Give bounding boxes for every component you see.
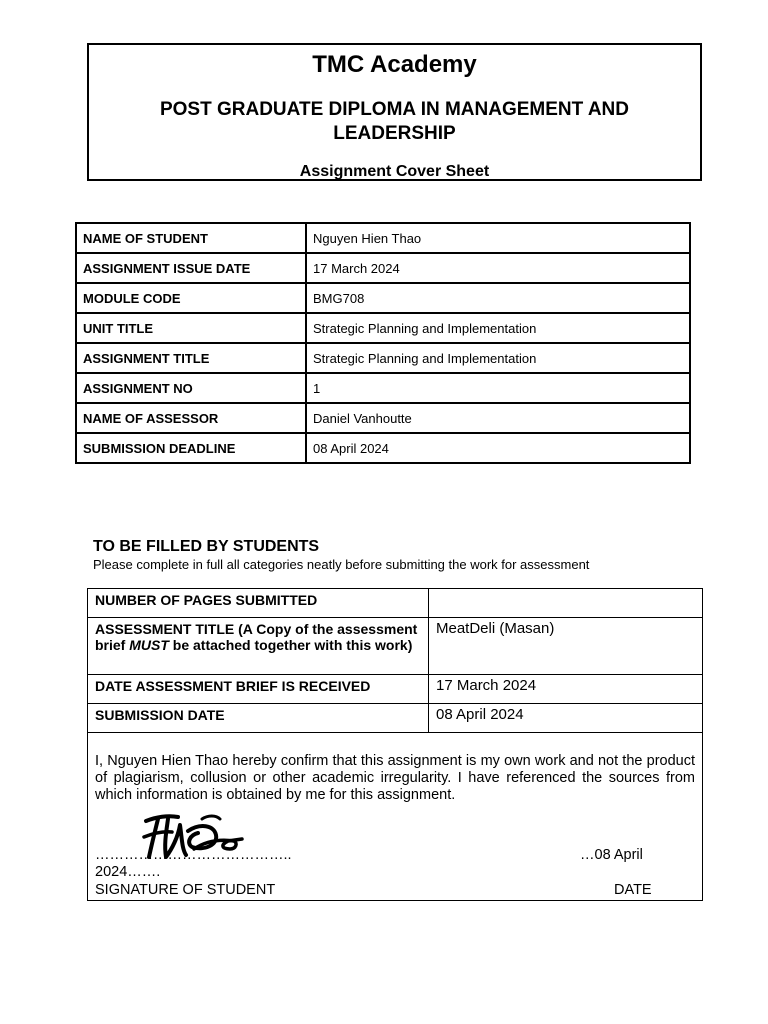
- row-label: ASSIGNMENT ISSUE DATE: [76, 253, 306, 283]
- cover-sheet-title: Assignment Cover Sheet: [299, 163, 490, 180]
- table-row: [88, 618, 702, 675]
- students-section-instruction: Please complete in full all categories neatly before submitting the work for assessment: [93, 557, 590, 572]
- brief-received-label: DATE ASSESSMENT BRIEF IS RECEIVED: [88, 675, 429, 704]
- submission-date-value: 08 April 2024: [429, 704, 703, 733]
- student-section-box: [87, 588, 703, 901]
- date-label: DATE: [614, 882, 652, 898]
- row-label: ASSIGNMENT NO: [76, 373, 306, 403]
- assignment-info-table: [75, 222, 691, 464]
- diploma-title: POST GRADUATE DIPLOMA IN MANAGEMENT AND LEADERSHIP: [159, 99, 629, 144]
- row-value: BMG708: [306, 283, 690, 313]
- table-row: [76, 433, 690, 463]
- students-section-heading: TO BE FILLED BY STUDENTS: [93, 538, 320, 555]
- table-row: [88, 675, 702, 704]
- pages-submitted-label: NUMBER OF PAGES SUBMITTED: [88, 589, 429, 618]
- student-info-table: [88, 589, 702, 733]
- table-row: [76, 223, 690, 253]
- row-value: Strategic Planning and Implementation: [306, 313, 690, 343]
- table-row: [76, 253, 690, 283]
- table-row: [76, 283, 690, 313]
- assessment-title-label-start: ASSESSMENT TITLE (A Copy of the assessment brief: [95, 621, 418, 653]
- assessment-title-label-emphasis: MUST: [129, 637, 169, 653]
- table-row: [76, 343, 690, 373]
- row-value: Nguyen Hien Thao: [306, 223, 690, 253]
- declaration-text: I, Nguyen Hien Thao hereby confirm that this assignment is my own work and not the product of plagiarism, collusion or other academic irregularity. I have referenced the sources from which information is obtained by me for this assignment.: [95, 753, 695, 803]
- row-label: ASSIGNMENT TITLE: [76, 343, 306, 373]
- table-row: [76, 313, 690, 343]
- table-row: [88, 704, 702, 733]
- academy-name: TMC Academy: [312, 51, 477, 78]
- signature-label: SIGNATURE OF STUDENT: [95, 882, 276, 898]
- signature-date: …08 April: [580, 847, 643, 863]
- row-label: NAME OF STUDENT: [76, 223, 306, 253]
- row-label: NAME OF ASSESSOR: [76, 403, 306, 433]
- row-value: 08 April 2024: [306, 433, 690, 463]
- signature-date-year: 2024…….: [95, 864, 161, 880]
- pages-submitted-value: [429, 589, 703, 618]
- submission-date-label: SUBMISSION DATE: [88, 704, 429, 733]
- row-value: Strategic Planning and Implementation: [306, 343, 690, 373]
- row-value: 17 March 2024: [306, 253, 690, 283]
- assessment-title-label-end: be attached together with this work): [168, 637, 413, 653]
- table-row: [76, 373, 690, 403]
- row-label: MODULE CODE: [76, 283, 306, 313]
- row-label: SUBMISSION DEADLINE: [76, 433, 306, 463]
- row-label: UNIT TITLE: [76, 313, 306, 343]
- row-value: Daniel Vanhoutte: [306, 403, 690, 433]
- brief-received-value: 17 March 2024: [429, 675, 703, 704]
- table-row: [88, 589, 702, 618]
- header-box: [87, 43, 702, 181]
- signature-dotted-line: …………………………………..: [95, 847, 292, 863]
- row-value: 1: [306, 373, 690, 403]
- assessment-title-value: MeatDeli (Masan): [429, 618, 703, 675]
- assessment-title-label: [88, 618, 429, 675]
- table-row: [76, 403, 690, 433]
